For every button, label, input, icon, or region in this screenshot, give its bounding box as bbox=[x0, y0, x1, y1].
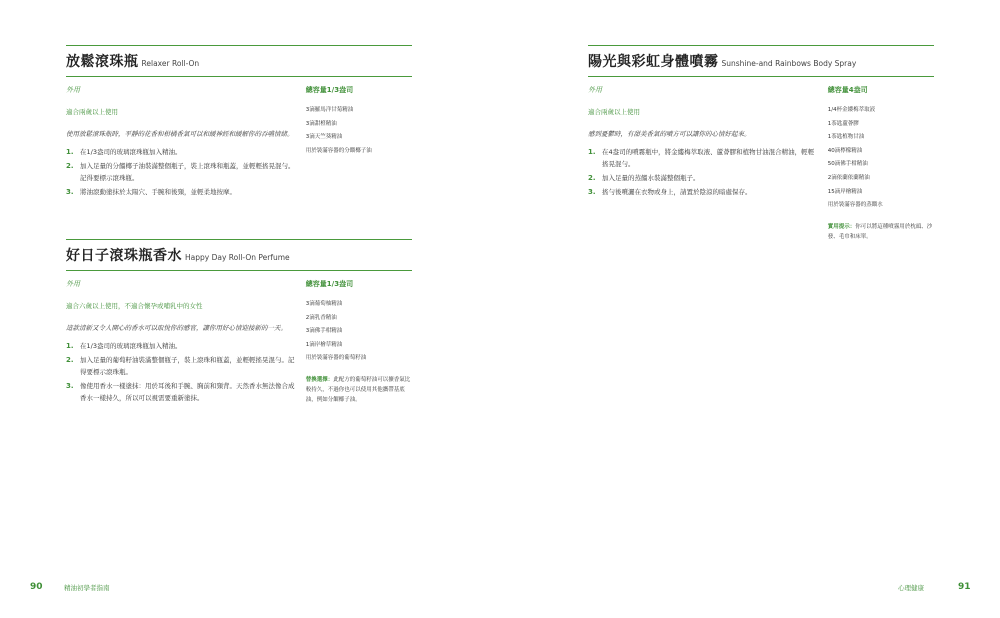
tip-box bbox=[306, 375, 412, 405]
step-item: 3. 像使用香水一樣塗抹：用於耳後和手腕、胸前和頸背。天然香水無法像合成香水一樣持久，所以可以視需要重新塗抹。 bbox=[66, 382, 295, 402]
suitable-age: 適合兩歲以上使用 bbox=[66, 108, 118, 116]
tip-label: 替換選擇： bbox=[305, 376, 334, 383]
usage-label: 外用 bbox=[66, 86, 80, 94]
recipe-intro: 使用放鬆滾珠瓶時，平靜的花香和柑橘香氣可以和緩神經和緩解你的吞嚥情緒。 bbox=[66, 130, 294, 138]
ingredients-list bbox=[306, 298, 412, 366]
ingredients-panel bbox=[306, 85, 412, 200]
step-item: 2. 加入足量的分餾椰子油裝滿整個瓶子，裝上滾珠和瓶蓋，並輕輕搖晃混勻。記得要標示滾珠瓶。 bbox=[66, 162, 295, 182]
recipe-title bbox=[66, 240, 412, 265]
ingredient: 1滴岸檜草精油 bbox=[305, 341, 343, 348]
step-item: 3. 將油滾動塗抹於太陽穴、手腕和後頸，並輕柔地按摩。 bbox=[66, 188, 236, 196]
title-rule bbox=[66, 76, 412, 77]
recipe-main bbox=[66, 85, 298, 200]
recipe-title bbox=[588, 46, 934, 71]
ingredient: 用於裝滿容器的分餾椰子油 bbox=[305, 147, 372, 154]
total-volume: 總容量4盎司 bbox=[827, 86, 868, 94]
recipe-main bbox=[588, 85, 820, 242]
ingredient: 2滴乳香精油 bbox=[305, 314, 337, 321]
running-footer: 心理健康 bbox=[898, 584, 924, 592]
total-volume: 總容量1/3盎司 bbox=[305, 280, 354, 288]
ingredients-list bbox=[306, 104, 412, 158]
step-item: 1. 在1/3盎司的玻璃滾珠瓶加入精油。 bbox=[66, 342, 182, 350]
title-en: Happy Day Roll-On Perfume bbox=[185, 253, 290, 262]
running-footer: 精油初學者指南 bbox=[64, 584, 110, 592]
ingredient: 50滴佛手柑精油 bbox=[827, 161, 868, 168]
step-item: 2. 加入足量的蒸餾水裝滿整個瓶子。 bbox=[588, 174, 700, 182]
ingredient: 15滴岸檜精油 bbox=[827, 188, 863, 195]
steps-list bbox=[66, 340, 298, 404]
ingredient: 2滴依蘭依蘭精油 bbox=[827, 174, 870, 181]
page-number: 91 bbox=[958, 582, 971, 592]
steps-list bbox=[588, 146, 820, 198]
title-zh: 陽光與彩虹身體噴霧 bbox=[588, 54, 719, 70]
ingredient: 3滴葡萄柚精油 bbox=[305, 301, 343, 307]
ingredients-panel bbox=[306, 279, 412, 406]
recipe-relaxer bbox=[66, 45, 412, 200]
ingredient: 1茶匙植物甘油 bbox=[827, 134, 865, 141]
ingredients-list bbox=[828, 104, 934, 213]
title-zh: 好日子滾珠瓶香水 bbox=[66, 248, 182, 264]
recipe-happy-day bbox=[66, 239, 412, 406]
suitable-age: 適合兩歲以上使用 bbox=[588, 108, 640, 116]
recipe-title bbox=[66, 46, 412, 71]
ingredient: 1/4杯金縷梅萃取液 bbox=[827, 107, 876, 113]
suitable-age: 適合六歲以上使用，不適合懷孕或哺乳中的女性 bbox=[66, 302, 203, 310]
tip-box bbox=[828, 222, 934, 242]
usage-label: 外用 bbox=[588, 86, 602, 94]
ingredient: 3滴天竺葵精油 bbox=[305, 134, 343, 141]
usage-label: 外用 bbox=[66, 280, 80, 288]
ingredient: 40滴檸檬精油 bbox=[827, 147, 863, 154]
ingredient: 用於裝滿容器的葡萄籽油 bbox=[305, 355, 367, 362]
title-en: Relaxer Roll-On bbox=[141, 59, 200, 68]
recipe-intro: 感到憂鬱時，有甜美香氣的噴方可以讓你的心情好起來。 bbox=[588, 130, 751, 138]
ingredients-panel bbox=[828, 85, 934, 242]
step-item: 2. 加入足量的葡萄籽油裝滿整個瓶子，裝上滾珠和瓶蓋，並輕輕搖晃混勻。記得要標示滾珠瓶。 bbox=[66, 356, 295, 376]
title-en: Sunshine-and Rainbows Body Spray bbox=[721, 59, 857, 68]
page-number: 90 bbox=[30, 582, 43, 592]
recipe-sunshine-spray bbox=[588, 45, 934, 242]
tip-label: 實用提示： bbox=[827, 223, 856, 230]
steps-list bbox=[66, 146, 298, 198]
title-rule bbox=[66, 270, 412, 271]
recipe-main bbox=[66, 279, 298, 406]
title-rule bbox=[588, 76, 934, 77]
ingredient: 3滴甜橙精油 bbox=[305, 120, 337, 127]
total-volume: 總容量1/3盎司 bbox=[305, 86, 354, 94]
step-item: 1. 在4盎司的噴霧瓶中，將金縷梅萃取液、蘆薈膠和植物甘油混合精油，輕輕搖晃混勻。 bbox=[588, 148, 815, 168]
recipe-intro: 這款清新又令人開心的香水可以取悅你的感官，讓你用好心情迎接新的一天。 bbox=[66, 324, 287, 332]
tip-text: 你可以將這種噴霧用於枕頭、沙發、毛巾和床單。 bbox=[827, 223, 933, 240]
ingredient: 3滴羅馬洋甘菊精油 bbox=[305, 107, 354, 113]
ingredient: 3滴佛手柑精油 bbox=[305, 328, 343, 335]
tip-text: 此配方的葡萄籽油可以擴香氣比較持久，不過你也可以使用其他攜帶基底油，例如分餾椰子油。 bbox=[305, 376, 411, 403]
step-item: 1. 在1/3盎司的玻璃滾珠瓶加入精油。 bbox=[66, 148, 182, 156]
ingredient: 1茶匙蘆薈膠 bbox=[827, 120, 859, 127]
title-zh: 放鬆滾珠瓶 bbox=[66, 54, 139, 70]
ingredient: 用於裝滿容器的蒸餾水 bbox=[827, 202, 883, 209]
right-page bbox=[500, 0, 1000, 618]
step-item: 3. 搖勻後噴灑在衣物或身上，請置於陰涼的暗處保存。 bbox=[588, 188, 752, 196]
